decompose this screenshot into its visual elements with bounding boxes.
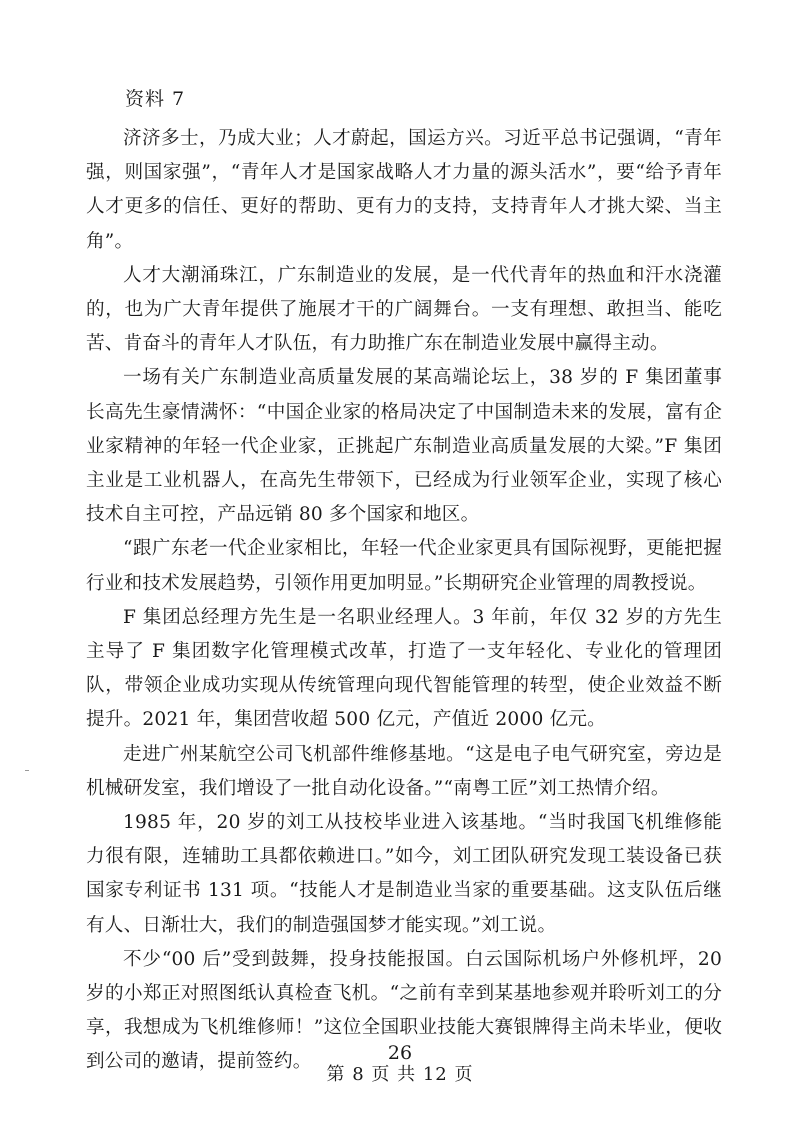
paragraph-3: 一场有关广东制造业高质量发展的某高端论坛上，38 岁的 F 集团董事长高先生豪情满怀：“中国企业家的格局决定了中国制造未来的发展，富有企业家精神的年轻一代企业家，正挑起广东制造业高质量发展的大梁。”F 集团主业是工业机器人，在高先生带领下，已经成为行业领军企业，实现了核心技术自主可控，产品远销 80 多个国家和地区。	[86, 367, 722, 526]
paragraph-1: 济济多士，乃成大业；人才蔚起，国运方兴。习近平总书记强调，“青年强，则国家强”，“青年人才是国家战略人才力量的源头活水”，要“给予青年人才更多的信任、更好的帮助、更有力的支持，支持青年人才挑大梁、当主角”。	[86, 128, 722, 252]
page-of-total: 第 8 页 共 12 页	[326, 1064, 474, 1085]
body-text	[86, 122, 722, 1080]
paragraph-6: 走进广州某航空公司飞机部件维修基地。“这是电子电气研究室，旁边是机械研发室，我们增设了一批自动化设备。”“南粤工匠”刘工热情介绍。	[86, 743, 722, 799]
margin-mark	[25, 770, 29, 771]
page-number: 26	[387, 1042, 413, 1064]
paragraph-4: “跟广东老一代企业家相比，年轻一代企业家更具有国际视野，更能把握行业和技术发展趋势，引领作用更加明显。”长期研究企业管理的周教授说。	[86, 538, 722, 594]
paragraph-2: 人才大潮涌珠江，广东制造业的发展，是一代代青年的热血和汗水浇灌的，也为广大青年提供了施展才干的广阔舞台。一支有理想、敢担当、能吃苦、肯奋斗的青年人才队伍，有力助推广东在制造业发展中赢得主动。	[86, 264, 722, 355]
paragraph-5: F 集团总经理方先生是一名职业经理人。3 年前，年仅 32 岁的方先生主导了 F 集团数字化管理模式改革，打造了一支年轻化、专业化的管理团队，带领企业成功实现从传统管理向现代智能管理的转型，使企业效益不断提升。2021 年，集团营收超 500 亿元，产值近 2000 亿元。	[86, 606, 722, 731]
paragraph-8: 不少“00 后”受到鼓舞，投身技能报国。白云国际机场户外修机坪，20 岁的小郑正对照图纸认真检查飞机。“之前有幸到某基地参观并聆听刘工的分享，我想成为飞机维修师！”这位全国职业技能大赛银牌得主尚未毕业，便收到公司的邀请，提前签约。	[86, 948, 722, 1073]
section-heading: 资料 7	[125, 88, 186, 110]
paragraph-7: 1985 年，20 岁的刘工从技校毕业进入该基地。“当时我国飞机维修能力很有限，连辅助工具都依赖进口。”如今，刘工团队研究发现工装设备已获国家专利证书 131 项。“技能人才是制造业当家的重要基础。这支队伍后继有人、日渐壮大，我们的制造强国梦才能实现。”刘工说。	[86, 812, 722, 936]
